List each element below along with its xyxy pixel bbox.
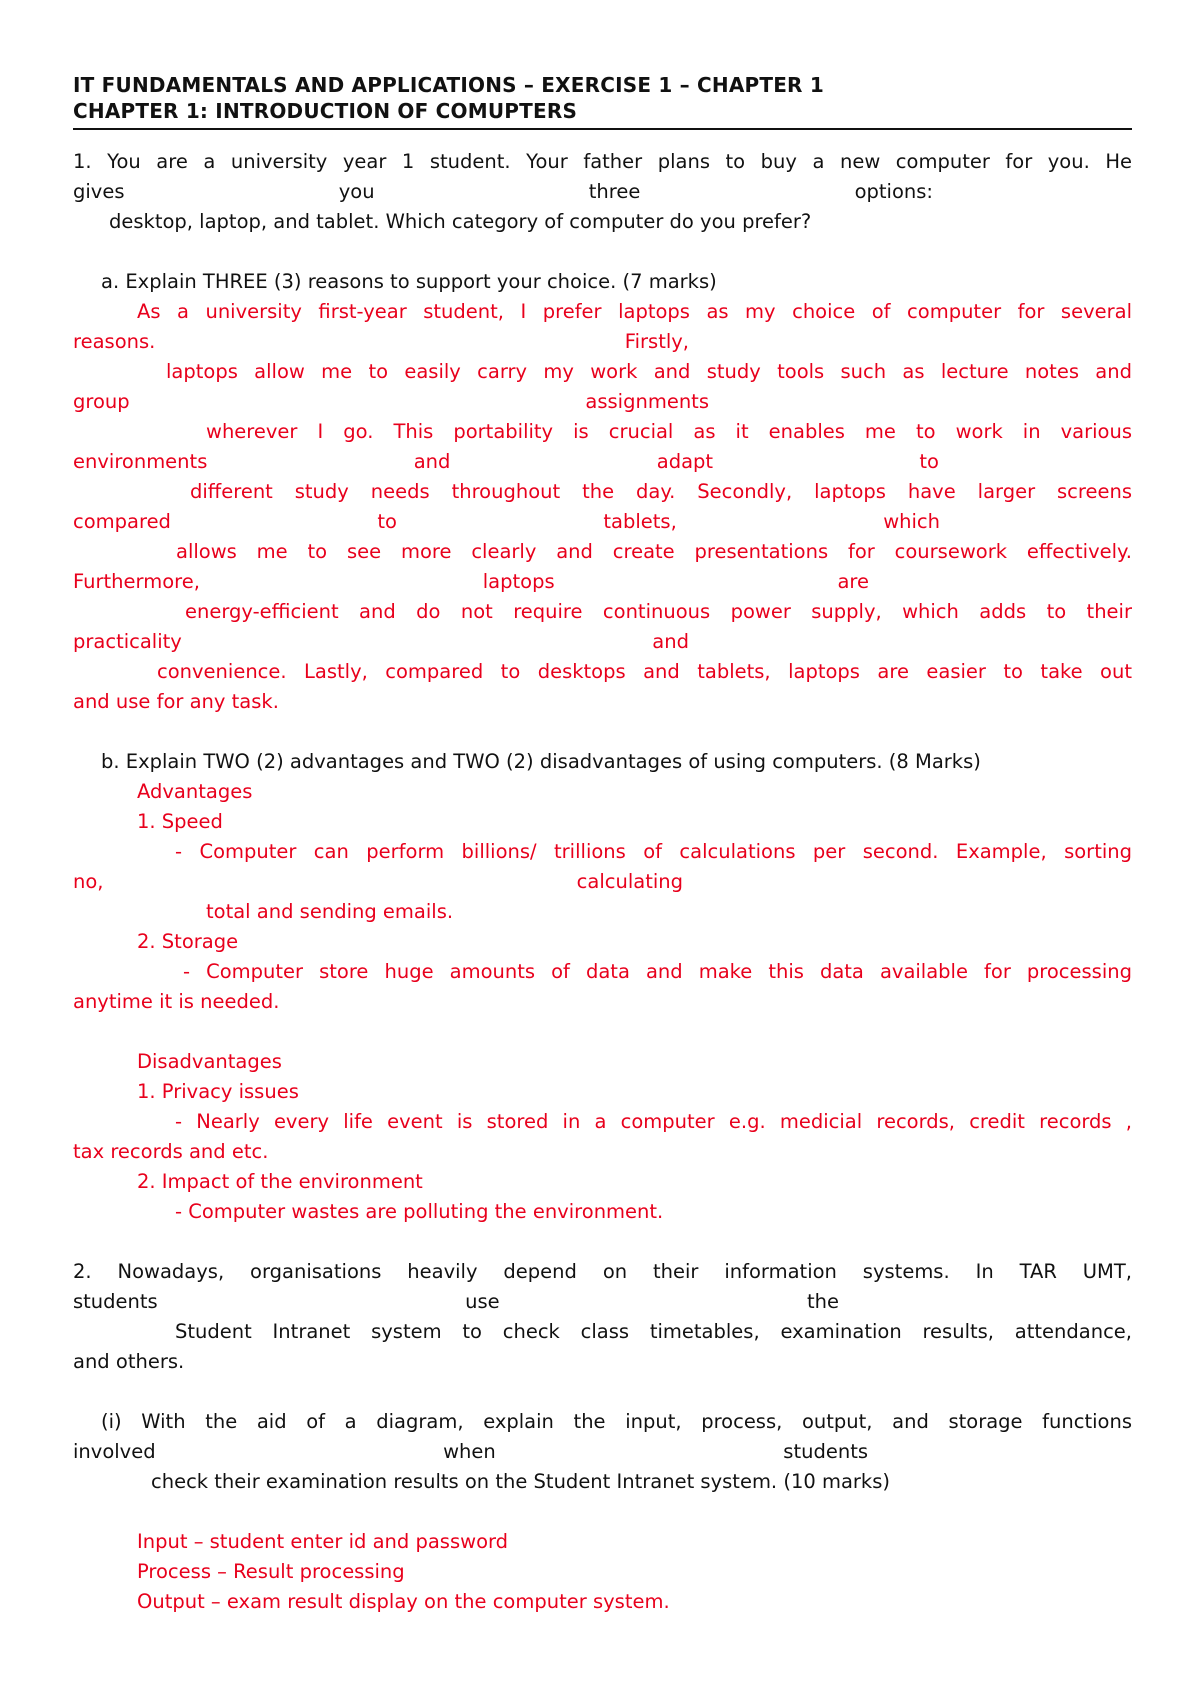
answer-1a-line: As a university first-year student, I prefer laptops as my choice of computer for several (137, 300, 1132, 323)
disadvantage-1-line: tax records and etc. (73, 1140, 269, 1163)
question-2i-line: (i) With the aid of a diagram, explain the input, process, output, and storage functions (101, 1410, 1132, 1433)
answer-1a-line: group assignments (73, 390, 709, 413)
answer-1a-line: environments and adapt to (73, 450, 939, 473)
answer-1a-line: wherever I go. This portability is crucial as it enables me to work in various (206, 420, 1132, 443)
answer-process: Process – Result processing (137, 1560, 405, 1583)
disadvantage-1-title: 1. Privacy issues (137, 1080, 299, 1103)
answer-1a-line: laptops allow me to easily carry my work and study tools such as lecture notes and (166, 360, 1132, 383)
question-2-line: 2. Nowadays, organisations heavily depend on their information systems. In TAR UMT, (73, 1260, 1132, 1283)
answer-1a-line: convenience. Lastly, compared to desktops and tablets, laptops are easier to take out (157, 660, 1132, 683)
answer-output: Output – exam result display on the computer system. (137, 1590, 670, 1613)
advantage-2-line: anytime it is needed. (73, 990, 280, 1013)
question-1-line-2: gives you three options: (73, 180, 933, 203)
header-divider (73, 128, 1132, 130)
question-2i-line: involved when students (73, 1440, 868, 1463)
advantage-1-line: - Computer can perform billions/ trillions of calculations per second. Example, sorting (175, 840, 1132, 863)
advantage-1-line: no, calculating (73, 870, 683, 893)
advantage-1-title: 1. Speed (137, 810, 223, 833)
document-title: IT FUNDAMENTALS AND APPLICATIONS – EXERCISE 1 – CHAPTER 1 (73, 73, 824, 97)
disadvantage-2-title: 2. Impact of the environment (137, 1170, 423, 1193)
answer-1a-line: compared to tablets, which (73, 510, 940, 533)
disadvantage-1-line: - Nearly every life event is stored in a computer e.g. medicial records, credit records , (175, 1110, 1132, 1133)
disadvantage-2-line: - Computer wastes are polluting the environment. (175, 1200, 664, 1223)
answer-1a-line: different study needs throughout the day. Secondly, laptops have larger screens (190, 480, 1132, 503)
advantages-heading: Advantages (137, 780, 253, 803)
question-2-line: students use the (73, 1290, 839, 1313)
question-2-line: and others. (73, 1350, 185, 1373)
question-2i-line: check their examination results on the Student Intranet system. (10 marks) (151, 1470, 890, 1493)
question-1-line-1: 1. You are a university year 1 student. Your father plans to buy a new computer for you. He (73, 150, 1132, 173)
answer-1a-line: reasons. Firstly, (73, 330, 689, 353)
advantage-2-title: 2. Storage (137, 930, 239, 953)
disadvantages-heading: Disadvantages (137, 1050, 282, 1073)
question-2-line: Student Intranet system to check class timetables, examination results, attendance, (175, 1320, 1132, 1343)
answer-1a-line: allows me to see more clearly and create presentations for coursework effectively. (176, 540, 1132, 563)
chapter-title: CHAPTER 1: INTRODUCTION OF COMUPTERS (73, 99, 578, 123)
answer-1a-line: energy-efficient and do not require continuous power supply, which adds to their (185, 600, 1132, 623)
question-1a: a. Explain THREE (3) reasons to support your choice. (7 marks) (101, 270, 717, 293)
question-1-line-3: desktop, laptop, and tablet. Which category of computer do you prefer? (109, 210, 812, 233)
answer-1a-line: and use for any task. (73, 690, 279, 713)
advantage-1-line: total and sending emails. (206, 900, 454, 923)
answer-1a-line: practicality and (73, 630, 689, 653)
answer-1a-line: Furthermore, laptops are (73, 570, 869, 593)
question-1b: b. Explain TWO (2) advantages and TWO (2) disadvantages of using computers. (8 Marks) (101, 750, 981, 773)
answer-input: Input – student enter id and password (137, 1530, 509, 1553)
advantage-2-line: - Computer store huge amounts of data and make this data available for processing (183, 960, 1132, 983)
